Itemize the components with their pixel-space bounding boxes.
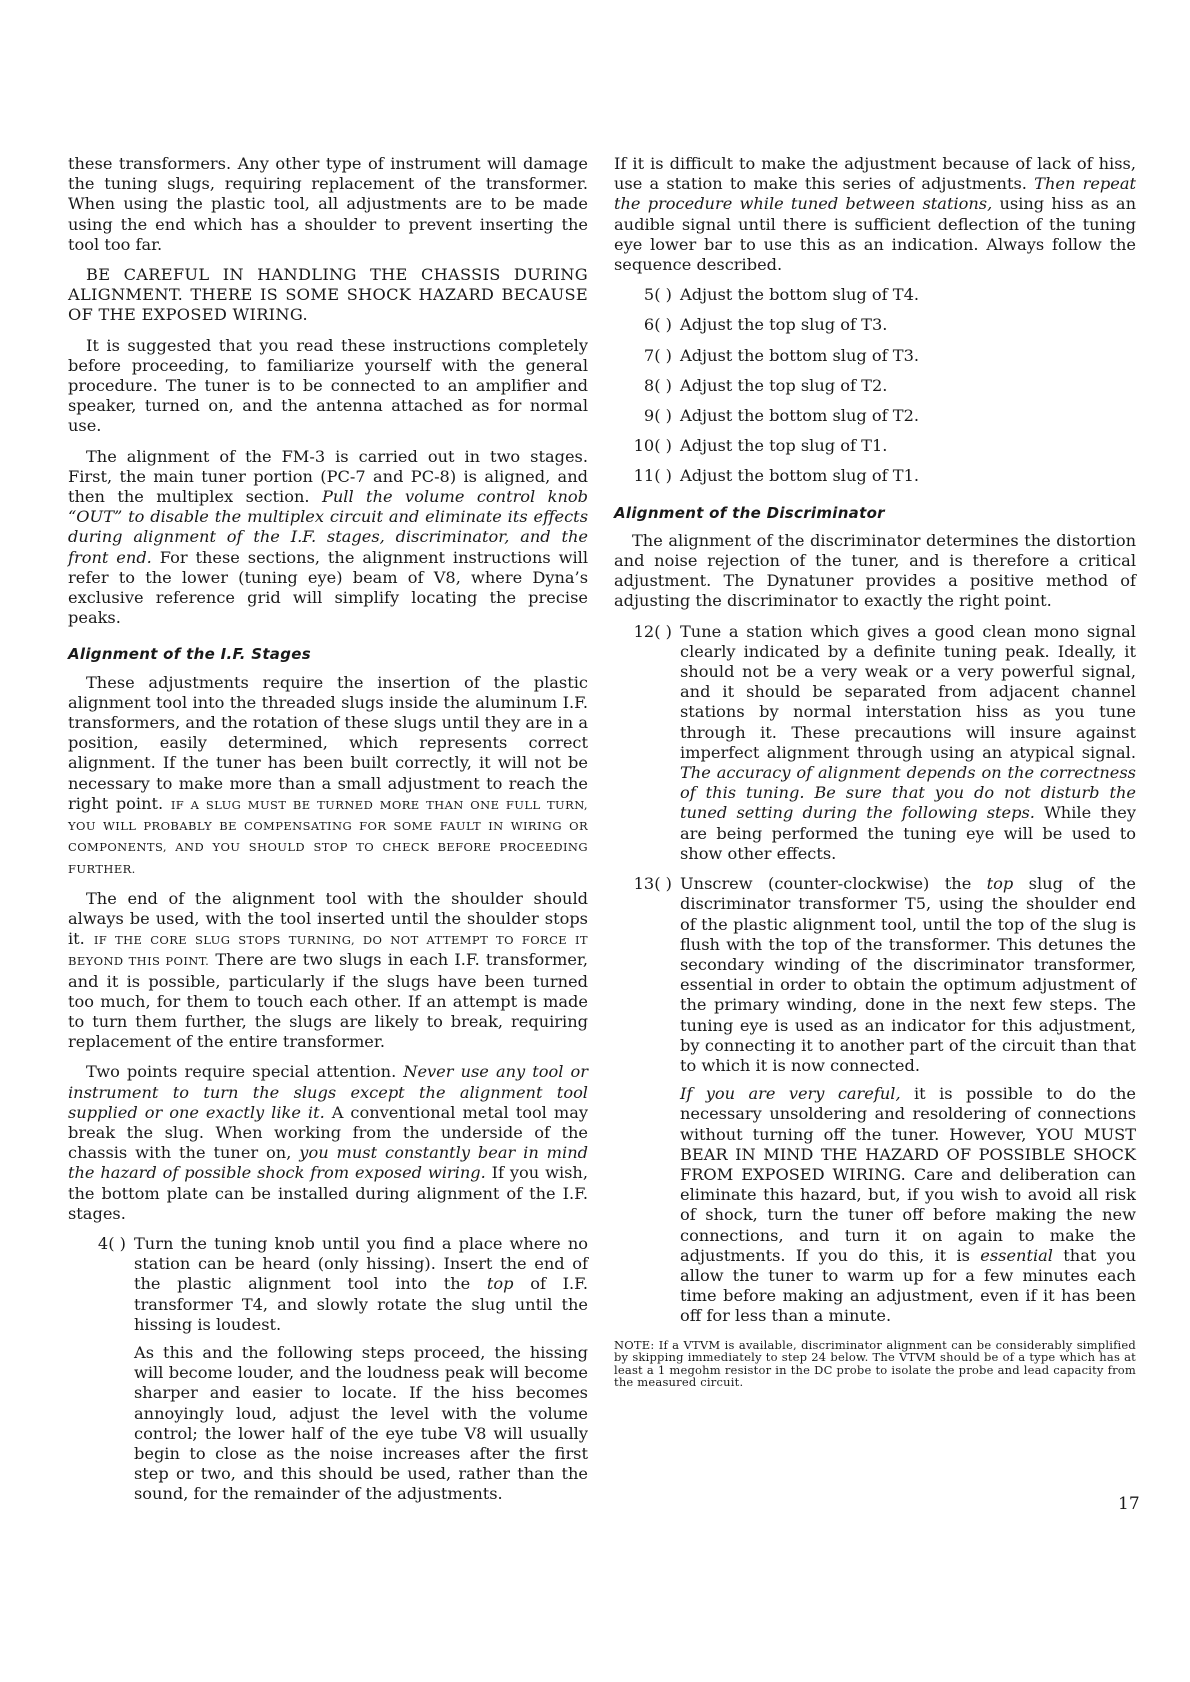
step-number: 13( ) bbox=[633, 874, 672, 894]
step-4 bbox=[68, 1234, 588, 1505]
step-text: If you are very careful, it is possible to do the necessary unsoldering and resoldering of connections without turning off the tuner. However, YOU MUST BEAR IN MIND THE HAZARD OF POSSIBLE SHOCK FROM EXPOSED WIRING. Care and deliberation can eliminate this hazard, but, if you wish to avoid all risk of shock, turn the tuner off before making the new connections, and turn it on again to make the adjustments. If you do this, it is essential that you allow the tuner to warm up for a few minutes each time before making an adjustment, even if it has been off for less than a minute. bbox=[680, 1084, 1136, 1326]
step-item bbox=[614, 406, 1136, 426]
paragraph: These adjustments require the insertion of the plastic alignment tool into the threaded slugs inside the aluminum I.F. transformers, and the rotation of these slugs until they are in a position, easily determined, which represents correct alignment. If the tuner has been built correctly, it will not be necessary to make more than a small adjustment to reach the right point. IF A SLUG MUST BE TURNED MORE THAN ONE FULL TURN, YOU WILL PROBABLY BE COMPENSATING FOR SOME FAULT IN WIRING OR COMPONENTS, AND YOU SHOULD STOP TO CHECK BEFORE PROCEEDING FURTHER. bbox=[68, 672, 588, 876]
step-12 bbox=[614, 622, 1136, 864]
step-text: Adjust the bottom slug of T3. bbox=[680, 345, 920, 365]
note: NOTE: If a VTVM is available, discriminator alignment can be considerably simplified by skipping immediately to step 24 below. The VTVM should be of a type which has at least a 1 megohm resistor in the DC probe to isolate the probe and lead capacity from the measured circuit. bbox=[614, 1337, 1136, 1390]
section-heading-if-stages: Alignment of the I.F. Stages bbox=[68, 645, 311, 664]
step-number: 7( ) bbox=[643, 345, 672, 365]
step-number: 8( ) bbox=[643, 375, 672, 395]
right-column bbox=[614, 154, 1136, 1399]
step-text: Adjust the bottom slug of T1. bbox=[680, 466, 920, 486]
step-item bbox=[614, 346, 1136, 366]
step-13 bbox=[614, 874, 1136, 1326]
step-number: 11( ) bbox=[633, 466, 672, 486]
paragraph: these transformers. Any other type of instrument will damage the tuning slugs, requiring replacement of the transformer. When using the plastic tool, all adjustments are to be made using the end which has a shoulder to prevent inserting the tool too far. bbox=[68, 154, 588, 254]
left-column bbox=[68, 154, 588, 1515]
section-heading-discriminator: Alignment of the Discriminator bbox=[614, 503, 885, 522]
step-text: Adjust the top slug of T3. bbox=[680, 315, 888, 335]
paragraph: The alignment of the FM-3 is carried out in two stages. First, the main tuner portion (PC-7 and PC-8) is aligned, and then the multiplex section. Pull the volume control knob “OUT” to disable the multiplex circuit and eliminate its effects during alignment of the I.F. stages, discriminator, and the front end. For these sections, the alignment instructions will refer to the lower (tuning eye) beam of V8, where Dyna’s exclusive reference grid will simplify locating the precise peaks. bbox=[68, 446, 588, 628]
step-item bbox=[614, 315, 1136, 335]
step-item bbox=[614, 436, 1136, 456]
paragraph: If it is difficult to make the adjustment because of lack of hiss, use a station to make this series of adjustments. Then repeat the procedure while tuned between stations, using hiss as an audible signal until there is sufficient deflection of the tuning eye lower bar to use this as an indication. Always follow the sequence described. bbox=[614, 154, 1136, 275]
step-text: Turn the tuning knob until you find a place where no station can be heard (only hissing). Insert the end of the plastic alignment tool into the top of I.F. transformer T4, and slowly rotate the slug until the hissing is loudest. bbox=[134, 1233, 588, 1334]
step-number: 10( ) bbox=[633, 436, 672, 456]
warning-paragraph: BE CAREFUL IN HANDLING THE CHASSIS DURING ALIGNMENT. THERE IS SOME SHOCK HAZARD BECAUSE OF THE EXPOSED WIRING. bbox=[68, 265, 588, 325]
step-text: Adjust the top slug of T2. bbox=[680, 375, 888, 395]
step-list bbox=[614, 285, 1136, 486]
step-number: 5( ) bbox=[643, 285, 672, 305]
step-number: 6( ) bbox=[643, 315, 672, 335]
step-text: Unscrew (counter-clockwise) the top slug of the discriminator transformer T5, using the shoulder end of the plastic alignment tool, until the top of the slug is flush with the top of the transformer. This detunes the secondary winding of the discriminator transformer, essential in order to obtain the optimum adjustment of the primary winding, done in the next few steps. The tuning eye is used as an indicator for this adjustment, by connecting it to another part of the circuit than that to which it is now connected. bbox=[680, 874, 1136, 1075]
step-text: Adjust the bottom slug of T4. bbox=[680, 285, 920, 305]
step-text: Tune a station which gives a good clean mono signal clearly indicated by a definite tuning peak. Ideally, it should not be a very weak or a very powerful signal, and it should be separated from adjacent channel stations by normal interstation hiss as you tune through it. These precautions will insure against imperfect alignment through using an atypical signal. The accuracy of alignment depends on the correctness of this tuning. Be sure that you do not disturb the tuned setting during the following steps. While they are being performed the tuning eye will be used to show other effects. bbox=[680, 621, 1136, 863]
step-number: 9( ) bbox=[643, 406, 672, 426]
step-text: As this and the following steps proceed, the hissing will become louder, and the loudness peak will become sharper and easier to locate. If the hiss becomes annoyingly loud, adjust the level with the volume control; the lower half of the eye tube V8 will usually begin to close as the noise increases after the first step or two, and this should be used, rather than the sound, for the remainder of the adjustments. bbox=[134, 1342, 588, 1504]
page-number: 17 bbox=[1118, 1494, 1140, 1514]
step-text: Adjust the bottom slug of T2. bbox=[680, 406, 920, 426]
paragraph: It is suggested that you read these instructions completely before proceeding, to familiarize yourself with the general procedure. The tuner is to be connected to an amplifier and speaker, turned on, and the antenna attached as for normal use. bbox=[68, 335, 588, 436]
step-number: 4( ) bbox=[97, 1233, 126, 1253]
step-item bbox=[614, 285, 1136, 305]
step-text: Adjust the top slug of T1. bbox=[680, 436, 888, 456]
paragraph: Two points require special attention. Never use any tool or instrument to turn the slugs except the alignment tool supplied or one exactly like it. A conventional metal tool may break the slug. When working from the underside of the chassis with the tuner on, you must constantly bear in mind the hazard of possible shock from exposed wiring. If you wish, the bottom plate can be installed during alignment of the I.F. stages. bbox=[68, 1062, 588, 1223]
step-item bbox=[614, 466, 1136, 486]
step-item bbox=[614, 376, 1136, 396]
paragraph: The alignment of the discriminator determines the distortion and noise rejection of the tuner, and is therefore a critical adjustment. The Dynatuner provides a positive method of adjusting the discriminator to exactly the right point. bbox=[614, 530, 1136, 611]
step-number: 12( ) bbox=[633, 621, 672, 641]
paragraph: The end of the alignment tool with the shoulder should always be used, with the tool inserted until the shoulder stops it. IF THE CORE SLUG STOPS TURNING, DO NOT ATTEMPT TO FORCE IT BEYOND THIS POINT. There are two slugs in each I.F. transformer, and it is possible, particularly if the slugs have been turned too much, for them to touch each other. If an attempt is made to turn them further, the slugs are likely to break, requiring replacement of the entire transformer. bbox=[68, 888, 589, 1052]
